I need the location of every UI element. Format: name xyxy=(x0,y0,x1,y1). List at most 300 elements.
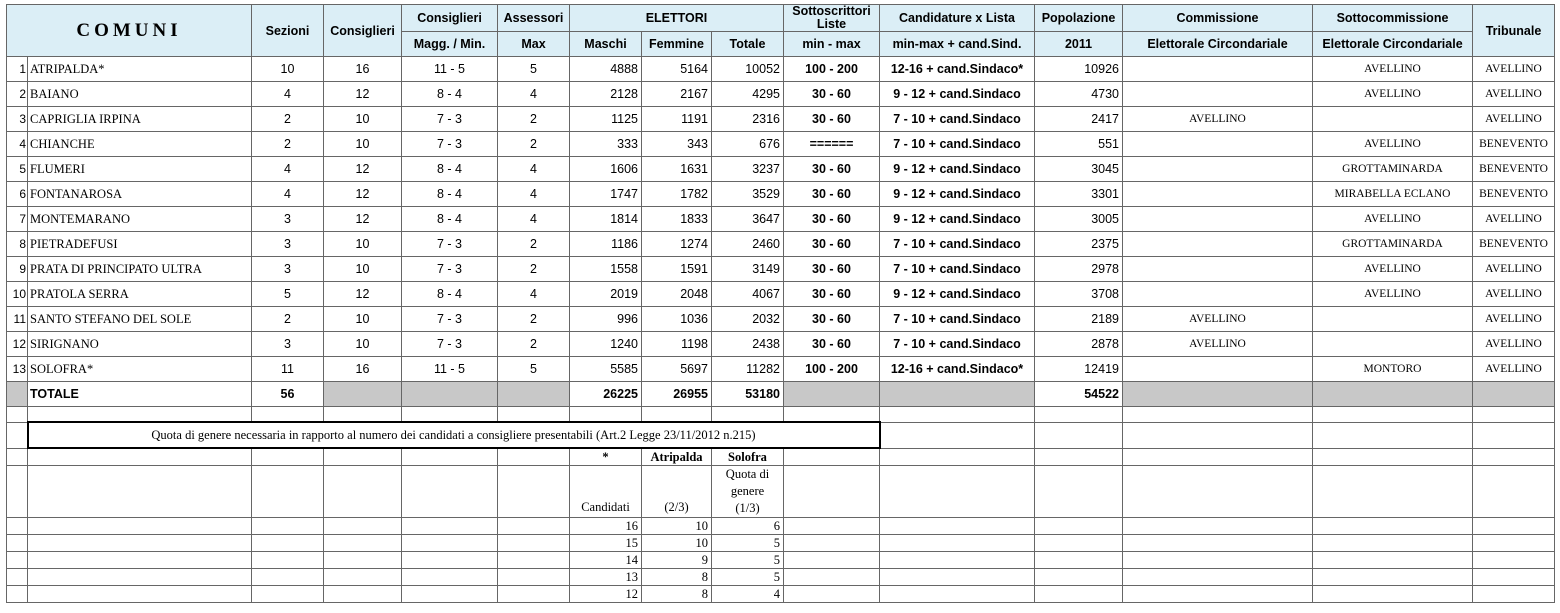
sottocommissione-value: MIRABELLA ECLANO xyxy=(1313,182,1473,207)
quota-row xyxy=(7,535,1555,552)
sezioni-value: 2 xyxy=(252,307,324,332)
header-elettori: ELETTORI xyxy=(570,5,784,32)
assessori-value: 2 xyxy=(498,232,570,257)
commissione-value xyxy=(1123,357,1313,382)
empty-cell xyxy=(7,552,28,569)
consiglieri-value: 10 xyxy=(324,307,402,332)
quota-col-quota xyxy=(712,466,784,518)
maschi-value: 1814 xyxy=(570,207,642,232)
consiglieri-value: 10 xyxy=(324,107,402,132)
empty-cell xyxy=(1473,552,1555,569)
maggioranza-minoranza-value: 7 - 3 xyxy=(402,107,498,132)
candidature-value: 12-16 + cand.Sindaco* xyxy=(880,357,1035,382)
totale-value: 3647 xyxy=(712,207,784,232)
sottocommissione-value xyxy=(1313,107,1473,132)
assessori-value: 2 xyxy=(498,132,570,157)
femmine-value: 1833 xyxy=(642,207,712,232)
commissione-value xyxy=(1123,232,1313,257)
quota-23-value: 8 xyxy=(642,569,712,586)
consiglieri-value: 12 xyxy=(324,82,402,107)
assessori-value: 2 xyxy=(498,257,570,282)
consiglieri-value: 10 xyxy=(324,257,402,282)
maschi-value: 1606 xyxy=(570,157,642,182)
candidature-value: 9 - 12 + cand.Sindaco xyxy=(880,207,1035,232)
empty-cell xyxy=(880,552,1035,569)
totale-value: 3237 xyxy=(712,157,784,182)
empty-cell xyxy=(1473,586,1555,603)
assessori-value: 4 xyxy=(498,282,570,307)
table-row xyxy=(7,232,1555,257)
empty-cell xyxy=(1473,535,1555,552)
row-index: 5 xyxy=(7,157,28,182)
candidature-value: 9 - 12 + cand.Sindaco xyxy=(880,157,1035,182)
consiglieri-value: 12 xyxy=(324,282,402,307)
tribunale-value: BENEVENTO xyxy=(1473,232,1555,257)
empty-cell xyxy=(498,535,570,552)
empty-cell xyxy=(1123,586,1313,603)
maggioranza-minoranza-value: 11 - 5 xyxy=(402,57,498,82)
comune-name: FONTANAROSA xyxy=(28,182,252,207)
maschi-value: 333 xyxy=(570,132,642,157)
totale-value: 2438 xyxy=(712,332,784,357)
header-consiglieri-mm-2: Magg. / Min. xyxy=(402,32,498,57)
femmine-value: 1274 xyxy=(642,232,712,257)
sezioni-value: 4 xyxy=(252,182,324,207)
empty-cell xyxy=(252,535,324,552)
row-index: 1 xyxy=(7,57,28,82)
maggioranza-minoranza-value: 7 - 3 xyxy=(402,132,498,157)
quota-col-quota-line-1: Quota di xyxy=(725,467,770,481)
row-index: 2 xyxy=(7,82,28,107)
femmine-value: 5164 xyxy=(642,57,712,82)
quota-genere-value: 5 xyxy=(712,535,784,552)
empty-cell xyxy=(1473,518,1555,535)
quota-row xyxy=(7,569,1555,586)
maggioranza-minoranza-value: 8 - 4 xyxy=(402,207,498,232)
blank-row xyxy=(7,407,1555,423)
table-row xyxy=(7,107,1555,132)
sottocommissione-value: AVELLINO xyxy=(1313,282,1473,307)
quota-col-quota-line-3: (1/3) xyxy=(735,501,760,515)
empty-cell xyxy=(28,535,252,552)
assessori-value: 2 xyxy=(498,332,570,357)
totals-femmine: 26955 xyxy=(642,382,712,407)
empty-cell xyxy=(1123,552,1313,569)
empty-cell xyxy=(784,586,880,603)
table-row xyxy=(7,282,1555,307)
tribunale-value: AVELLINO xyxy=(1473,207,1555,232)
commissione-value xyxy=(1123,207,1313,232)
assessori-value: 4 xyxy=(498,182,570,207)
assessori-value: 2 xyxy=(498,107,570,132)
commissione-value xyxy=(1123,257,1313,282)
header-commissione-2: Elettorale Circondariale xyxy=(1123,32,1313,57)
header-commissione-1: Commissione xyxy=(1123,5,1313,32)
totals-row xyxy=(7,382,1555,407)
candidature-value: 9 - 12 + cand.Sindaco xyxy=(880,82,1035,107)
comune-name: CHIANCHE xyxy=(28,132,252,157)
candidature-value: 7 - 10 + cand.Sindaco xyxy=(880,257,1035,282)
quota-23-value: 8 xyxy=(642,586,712,603)
header-consiglieri: Consiglieri xyxy=(324,5,402,57)
maschi-value: 4888 xyxy=(570,57,642,82)
table-row xyxy=(7,307,1555,332)
totals-empty xyxy=(1313,382,1473,407)
empty-cell xyxy=(1123,518,1313,535)
quota-candidati-value: 16 xyxy=(570,518,642,535)
row-index: 12 xyxy=(7,332,28,357)
femmine-value: 1198 xyxy=(642,332,712,357)
femmine-value: 343 xyxy=(642,132,712,157)
header-sottocommissione-1: Sottocommissione xyxy=(1313,5,1473,32)
empty-cell xyxy=(1123,569,1313,586)
sezioni-value: 2 xyxy=(252,132,324,157)
sottoscrittori-value: 30 - 60 xyxy=(784,332,880,357)
quota-candidati-value: 14 xyxy=(570,552,642,569)
empty-cell xyxy=(880,569,1035,586)
assessori-value: 5 xyxy=(498,357,570,382)
maschi-value: 1125 xyxy=(570,107,642,132)
sottoscrittori-value: 30 - 60 xyxy=(784,82,880,107)
assessori-value: 2 xyxy=(498,307,570,332)
header-sottoscrittori-line-2: Liste xyxy=(816,17,847,31)
commissione-value xyxy=(1123,282,1313,307)
totale-value: 11282 xyxy=(712,357,784,382)
empty-cell xyxy=(498,569,570,586)
header-assessori-1: Assessori xyxy=(498,5,570,32)
popolazione-value: 10926 xyxy=(1035,57,1123,82)
row-index: 8 xyxy=(7,232,28,257)
empty-cell xyxy=(1313,552,1473,569)
sottoscrittori-value: 100 - 200 xyxy=(784,357,880,382)
quota-genere-value: 4 xyxy=(712,586,784,603)
table-row xyxy=(7,157,1555,182)
header-sezioni: Sezioni xyxy=(252,5,324,57)
quota-star: * xyxy=(570,448,642,466)
popolazione-value: 3301 xyxy=(1035,182,1123,207)
sezioni-value: 2 xyxy=(252,107,324,132)
sottocommissione-value: AVELLINO xyxy=(1313,132,1473,157)
comune-name: SOLOFRA* xyxy=(28,357,252,382)
comune-name: SIRIGNANO xyxy=(28,332,252,357)
header-sottoscrittori-line-1: Sottoscrittori xyxy=(792,4,871,18)
maggioranza-minoranza-value: 7 - 3 xyxy=(402,232,498,257)
quota-atripalda: Atripalda xyxy=(642,448,712,466)
popolazione-value: 2417 xyxy=(1035,107,1123,132)
assessori-value: 4 xyxy=(498,82,570,107)
empty-cell xyxy=(1035,518,1123,535)
comune-name: CAPRIGLIA IRPINA xyxy=(28,107,252,132)
empty-cell xyxy=(252,586,324,603)
quota-col-quota-line-2: genere xyxy=(730,484,765,498)
table-row xyxy=(7,82,1555,107)
totals-totale: 53180 xyxy=(712,382,784,407)
empty-cell xyxy=(498,552,570,569)
maschi-value: 1186 xyxy=(570,232,642,257)
totale-value: 676 xyxy=(712,132,784,157)
commissione-value xyxy=(1123,132,1313,157)
header-tribunale: Tribunale xyxy=(1473,5,1555,57)
totals-label: TOTALE xyxy=(28,382,252,407)
quota-candidati-value: 15 xyxy=(570,535,642,552)
empty-cell xyxy=(402,535,498,552)
row-index: 4 xyxy=(7,132,28,157)
maggioranza-minoranza-value: 8 - 4 xyxy=(402,82,498,107)
popolazione-value: 2978 xyxy=(1035,257,1123,282)
totale-value: 4295 xyxy=(712,82,784,107)
femmine-value: 1191 xyxy=(642,107,712,132)
maschi-value: 1747 xyxy=(570,182,642,207)
sottocommissione-value xyxy=(1313,332,1473,357)
maggioranza-minoranza-value: 8 - 4 xyxy=(402,157,498,182)
header-sottoscrittori-3: min - max xyxy=(784,32,880,57)
totale-value: 4067 xyxy=(712,282,784,307)
totals-index-cell xyxy=(7,382,28,407)
femmine-value: 1782 xyxy=(642,182,712,207)
table-row xyxy=(7,257,1555,282)
header-femmine: Femmine xyxy=(642,32,712,57)
header-row-1 xyxy=(7,5,1555,32)
commissione-value xyxy=(1123,182,1313,207)
totale-value: 2032 xyxy=(712,307,784,332)
quota-col-candidati: Candidati xyxy=(570,466,642,518)
empty-cell xyxy=(1313,518,1473,535)
sezioni-value: 3 xyxy=(252,332,324,357)
consiglieri-value: 12 xyxy=(324,182,402,207)
quota-genere-value: 5 xyxy=(712,569,784,586)
quota-solofra: Solofra xyxy=(712,448,784,466)
totals-empty xyxy=(498,382,570,407)
sezioni-value: 3 xyxy=(252,257,324,282)
popolazione-value: 4730 xyxy=(1035,82,1123,107)
popolazione-value: 2375 xyxy=(1035,232,1123,257)
consiglieri-value: 12 xyxy=(324,157,402,182)
maggioranza-minoranza-value: 7 - 3 xyxy=(402,257,498,282)
comune-name: PRATOLA SERRA xyxy=(28,282,252,307)
empty-cell xyxy=(880,535,1035,552)
comune-name: MONTEMARANO xyxy=(28,207,252,232)
empty-cell xyxy=(1313,535,1473,552)
commissione-value: AVELLINO xyxy=(1123,307,1313,332)
consiglieri-value: 10 xyxy=(324,332,402,357)
comuni-table xyxy=(6,4,1555,603)
tribunale-value: BENEVENTO xyxy=(1473,157,1555,182)
header-sottocommissione-2: Elettorale Circondariale xyxy=(1313,32,1473,57)
empty-cell xyxy=(7,586,28,603)
quota-23-value: 9 xyxy=(642,552,712,569)
totals-empty xyxy=(1123,382,1313,407)
maggioranza-minoranza-value: 7 - 3 xyxy=(402,307,498,332)
sottocommissione-value: AVELLINO xyxy=(1313,82,1473,107)
quota-genere-value: 5 xyxy=(712,552,784,569)
empty-cell xyxy=(880,586,1035,603)
candidature-value: 9 - 12 + cand.Sindaco xyxy=(880,282,1035,307)
sottoscrittori-value: 30 - 60 xyxy=(784,157,880,182)
sottocommissione-value xyxy=(1313,307,1473,332)
quota-row xyxy=(7,518,1555,535)
comune-name: SANTO STEFANO DEL SOLE xyxy=(28,307,252,332)
empty-cell xyxy=(324,552,402,569)
empty-cell xyxy=(402,552,498,569)
totals-empty xyxy=(324,382,402,407)
empty-cell xyxy=(252,569,324,586)
popolazione-value: 551 xyxy=(1035,132,1123,157)
table-row xyxy=(7,207,1555,232)
femmine-value: 1591 xyxy=(642,257,712,282)
maschi-value: 1558 xyxy=(570,257,642,282)
quota-23-value: 10 xyxy=(642,518,712,535)
maggioranza-minoranza-value: 11 - 5 xyxy=(402,357,498,382)
header-consiglieri-mm-1: Consiglieri xyxy=(402,5,498,32)
sezioni-value: 11 xyxy=(252,357,324,382)
maschi-value: 2128 xyxy=(570,82,642,107)
totals-popolazione: 54522 xyxy=(1035,382,1123,407)
quota-row xyxy=(7,586,1555,603)
empty-cell xyxy=(402,586,498,603)
totale-value: 3529 xyxy=(712,182,784,207)
sottoscrittori-value: 100 - 200 xyxy=(784,57,880,82)
commissione-value xyxy=(1123,82,1313,107)
row-index: 6 xyxy=(7,182,28,207)
assessori-value: 4 xyxy=(498,207,570,232)
consiglieri-value: 10 xyxy=(324,232,402,257)
popolazione-value: 2189 xyxy=(1035,307,1123,332)
table-row xyxy=(7,357,1555,382)
femmine-value: 5697 xyxy=(642,357,712,382)
empty-cell xyxy=(784,552,880,569)
header-comuni: COMUNI xyxy=(7,5,252,57)
empty-cell xyxy=(784,518,880,535)
header-popolazione-2: 2011 xyxy=(1035,32,1123,57)
empty-cell xyxy=(324,535,402,552)
consiglieri-value: 12 xyxy=(324,207,402,232)
totals-empty xyxy=(402,382,498,407)
empty-cell xyxy=(1123,535,1313,552)
tribunale-value: AVELLINO xyxy=(1473,257,1555,282)
quota-header-row xyxy=(7,448,1555,466)
commissione-value: AVELLINO xyxy=(1123,107,1313,132)
empty-cell xyxy=(784,569,880,586)
tribunale-value: AVELLINO xyxy=(1473,282,1555,307)
maschi-value: 2019 xyxy=(570,282,642,307)
empty-cell xyxy=(7,535,28,552)
row-index: 10 xyxy=(7,282,28,307)
sottocommissione-value: AVELLINO xyxy=(1313,207,1473,232)
row-index: 3 xyxy=(7,107,28,132)
empty-cell xyxy=(252,518,324,535)
popolazione-value: 3005 xyxy=(1035,207,1123,232)
maggioranza-minoranza-value: 8 - 4 xyxy=(402,182,498,207)
comune-name: ATRIPALDA* xyxy=(28,57,252,82)
empty-cell xyxy=(402,569,498,586)
quota-candidati-value: 12 xyxy=(570,586,642,603)
empty-cell xyxy=(784,535,880,552)
empty-cell xyxy=(1313,586,1473,603)
assessori-value: 4 xyxy=(498,157,570,182)
quota-genere-value: 6 xyxy=(712,518,784,535)
totale-value: 2316 xyxy=(712,107,784,132)
sezioni-value: 10 xyxy=(252,57,324,82)
sottoscrittori-value: 30 - 60 xyxy=(784,207,880,232)
totale-value: 3149 xyxy=(712,257,784,282)
quota-row xyxy=(7,552,1555,569)
empty-cell xyxy=(1035,586,1123,603)
header-candidature-2: min-max + cand.Sind. xyxy=(880,32,1035,57)
totals-empty xyxy=(784,382,880,407)
quota-note-row xyxy=(7,422,1555,448)
empty-cell xyxy=(324,586,402,603)
maggioranza-minoranza-value: 7 - 3 xyxy=(402,332,498,357)
empty-cell xyxy=(28,518,252,535)
empty-cell xyxy=(1473,569,1555,586)
empty-cell xyxy=(7,518,28,535)
tribunale-value: BENEVENTO xyxy=(1473,132,1555,157)
sottocommissione-value: MONTORO xyxy=(1313,357,1473,382)
table-row xyxy=(7,57,1555,82)
candidature-value: 9 - 12 + cand.Sindaco xyxy=(880,182,1035,207)
empty-cell xyxy=(28,586,252,603)
popolazione-value: 12419 xyxy=(1035,357,1123,382)
comune-name: FLUMERI xyxy=(28,157,252,182)
candidature-value: 7 - 10 + cand.Sindaco xyxy=(880,332,1035,357)
sottoscrittori-value: 30 - 60 xyxy=(784,107,880,132)
empty-cell xyxy=(28,552,252,569)
sezioni-value: 5 xyxy=(252,282,324,307)
maschi-value: 5585 xyxy=(570,357,642,382)
quota-candidati-value: 13 xyxy=(570,569,642,586)
empty-cell xyxy=(1035,535,1123,552)
quota-note: Quota di genere necessaria in rapporto al numero dei candidati a consigliere presentabili (Art.2 Legge 23/11/2012 n.215) xyxy=(28,422,880,448)
row-index: 13 xyxy=(7,357,28,382)
tribunale-value: AVELLINO xyxy=(1473,332,1555,357)
totals-maschi: 26225 xyxy=(570,382,642,407)
totals-empty xyxy=(1473,382,1555,407)
assessori-value: 5 xyxy=(498,57,570,82)
header-candidature-1: Candidature x Lista xyxy=(880,5,1035,32)
femmine-value: 2048 xyxy=(642,282,712,307)
header-sottoscrittori-1 xyxy=(784,5,880,32)
sezioni-value: 4 xyxy=(252,82,324,107)
sottocommissione-value: GROTTAMINARDA xyxy=(1313,232,1473,257)
totale-value: 2460 xyxy=(712,232,784,257)
empty-cell xyxy=(1035,552,1123,569)
tribunale-value: BENEVENTO xyxy=(1473,182,1555,207)
quota-col-23: (2/3) xyxy=(642,466,712,518)
row-index: 11 xyxy=(7,307,28,332)
tribunale-value: AVELLINO xyxy=(1473,57,1555,82)
femmine-value: 2167 xyxy=(642,82,712,107)
commissione-value: AVELLINO xyxy=(1123,332,1313,357)
empty-cell xyxy=(324,518,402,535)
tribunale-value: AVELLINO xyxy=(1473,107,1555,132)
candidature-value: 7 - 10 + cand.Sindaco xyxy=(880,107,1035,132)
tribunale-value: AVELLINO xyxy=(1473,82,1555,107)
popolazione-value: 2878 xyxy=(1035,332,1123,357)
sezioni-value: 3 xyxy=(252,207,324,232)
sezioni-value: 3 xyxy=(252,232,324,257)
commissione-value xyxy=(1123,157,1313,182)
empty-cell xyxy=(28,569,252,586)
empty-cell xyxy=(1313,569,1473,586)
consiglieri-value: 10 xyxy=(324,132,402,157)
sottocommissione-value: AVELLINO xyxy=(1313,57,1473,82)
maggioranza-minoranza-value: 8 - 4 xyxy=(402,282,498,307)
quota-columns-row xyxy=(7,466,1555,518)
empty-cell xyxy=(880,518,1035,535)
comune-name: PIETRADEFUSI xyxy=(28,232,252,257)
femmine-value: 1036 xyxy=(642,307,712,332)
table-row xyxy=(7,132,1555,157)
